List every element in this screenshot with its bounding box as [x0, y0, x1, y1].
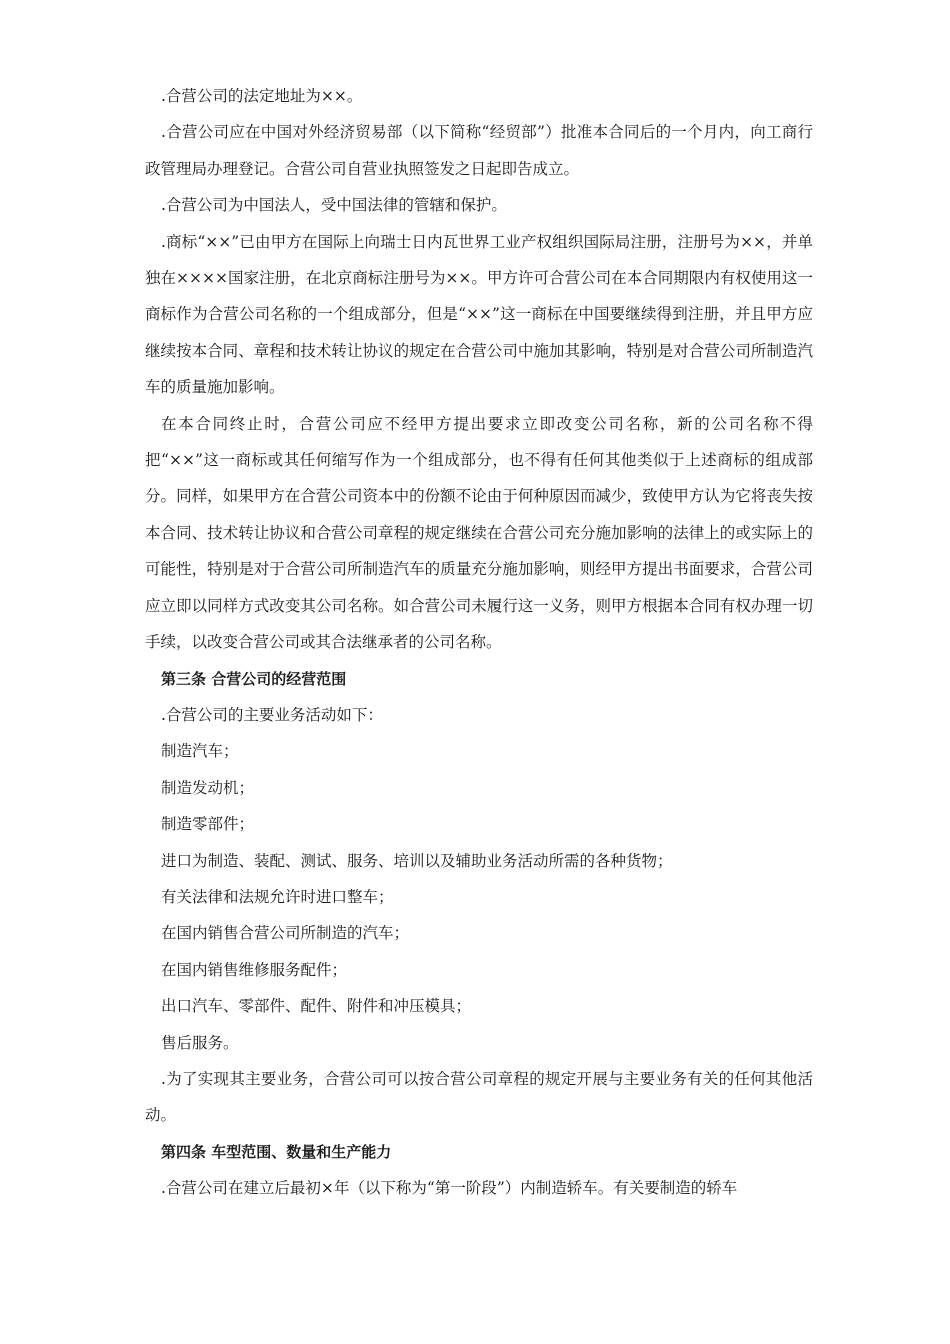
- list-item: 制造零部件；: [161, 815, 255, 834]
- list-item: 制造汽车；: [161, 742, 239, 761]
- paragraph-first-phase: .合营公司在建立后最初×年（以下称为“第一阶段”）内制造轿车。有关要制造的轿车: [161, 1179, 738, 1198]
- list-item: 在国内销售合营公司所制造的汽车；: [161, 924, 410, 943]
- article-heading-scope: 第三条 合营公司的经营范围: [161, 669, 347, 688]
- article-heading-models: 第四条 车型范围、数量和生产能力: [161, 1142, 392, 1161]
- paragraph-legal-address: .合营公司的法定地址为××。: [161, 87, 363, 105]
- list-item: 有关法律和法规允许时进口整车；: [161, 887, 394, 906]
- list-item: 制造发动机；: [161, 778, 255, 797]
- list-item: 出口汽车、零部件、配件、附件和冲压模具；: [161, 997, 472, 1016]
- list-item: 进口为制造、装配、测试、服务、培训以及辅助业务活动所需的各种货物；: [161, 851, 673, 870]
- paragraph-trademark: .商标“××”已由甲方在国际上向瑞士日内瓦世界工业产权组织国际局注册，注册号为××，并单独在××××国家注册，在北京商标注册号为××。甲方许可合营公司在本合同期限内有权使用这一商标作为合营公司名称的一个组成部分，但是“××”这一商标在中国要继续得到注册，并且甲方应继续按本合同、章程和技术转让协议的规定在合营公司中施加其影响，特别是对合营公司所制造汽车的质量施加影响。: [145, 232, 813, 397]
- list-item: 在国内销售维修服务配件；: [161, 960, 348, 979]
- paragraph-name-change: 在本合同终止时，合营公司应不经甲方提出要求立即改变公司名称，新的公司名称不得把“××”这一商标或其任何缩写作为一个组成部分，也不得有任何其他类似于上述商标的组成部分。同样，如果甲方在合营公司资本中的份额不论由于何种原因而减少，致使甲方认为它将丧失按本合同、技术转让协议和合营公司章程的规定继续在合营公司充分施加影响的法律上的或实际上的可能性，特别是对于合营公司所制造汽车的质量充分施加影响，则经甲方提出书面要求，合营公司应立即以同样方式改变其公司名称。如合营公司未履行这一义务，则甲方根据本合同有权办理一切手续，以改变合营公司或其合法继承者的公司名称。: [145, 414, 813, 652]
- list-item: 售后服务。: [161, 1033, 239, 1052]
- paragraph-main-business: .合营公司的主要业务活动如下：: [161, 705, 383, 724]
- document-body: [145, 78, 813, 1207]
- paragraph-legal-person: .合营公司为中国法人，受中国法律的管辖和保护。: [161, 196, 507, 215]
- paragraph-other-activities: .为了实现其主要业务，合营公司可以按合营公司章程的规定开展与主要业务有关的任何其他活动。: [145, 1069, 813, 1125]
- paragraph-registration: .合营公司应在中国对外经济贸易部（以下简称“经贸部”）批准本合同后的一个月内，向工商行政管理局办理登记。合营公司自营业执照签发之日起即告成立。: [145, 123, 813, 178]
